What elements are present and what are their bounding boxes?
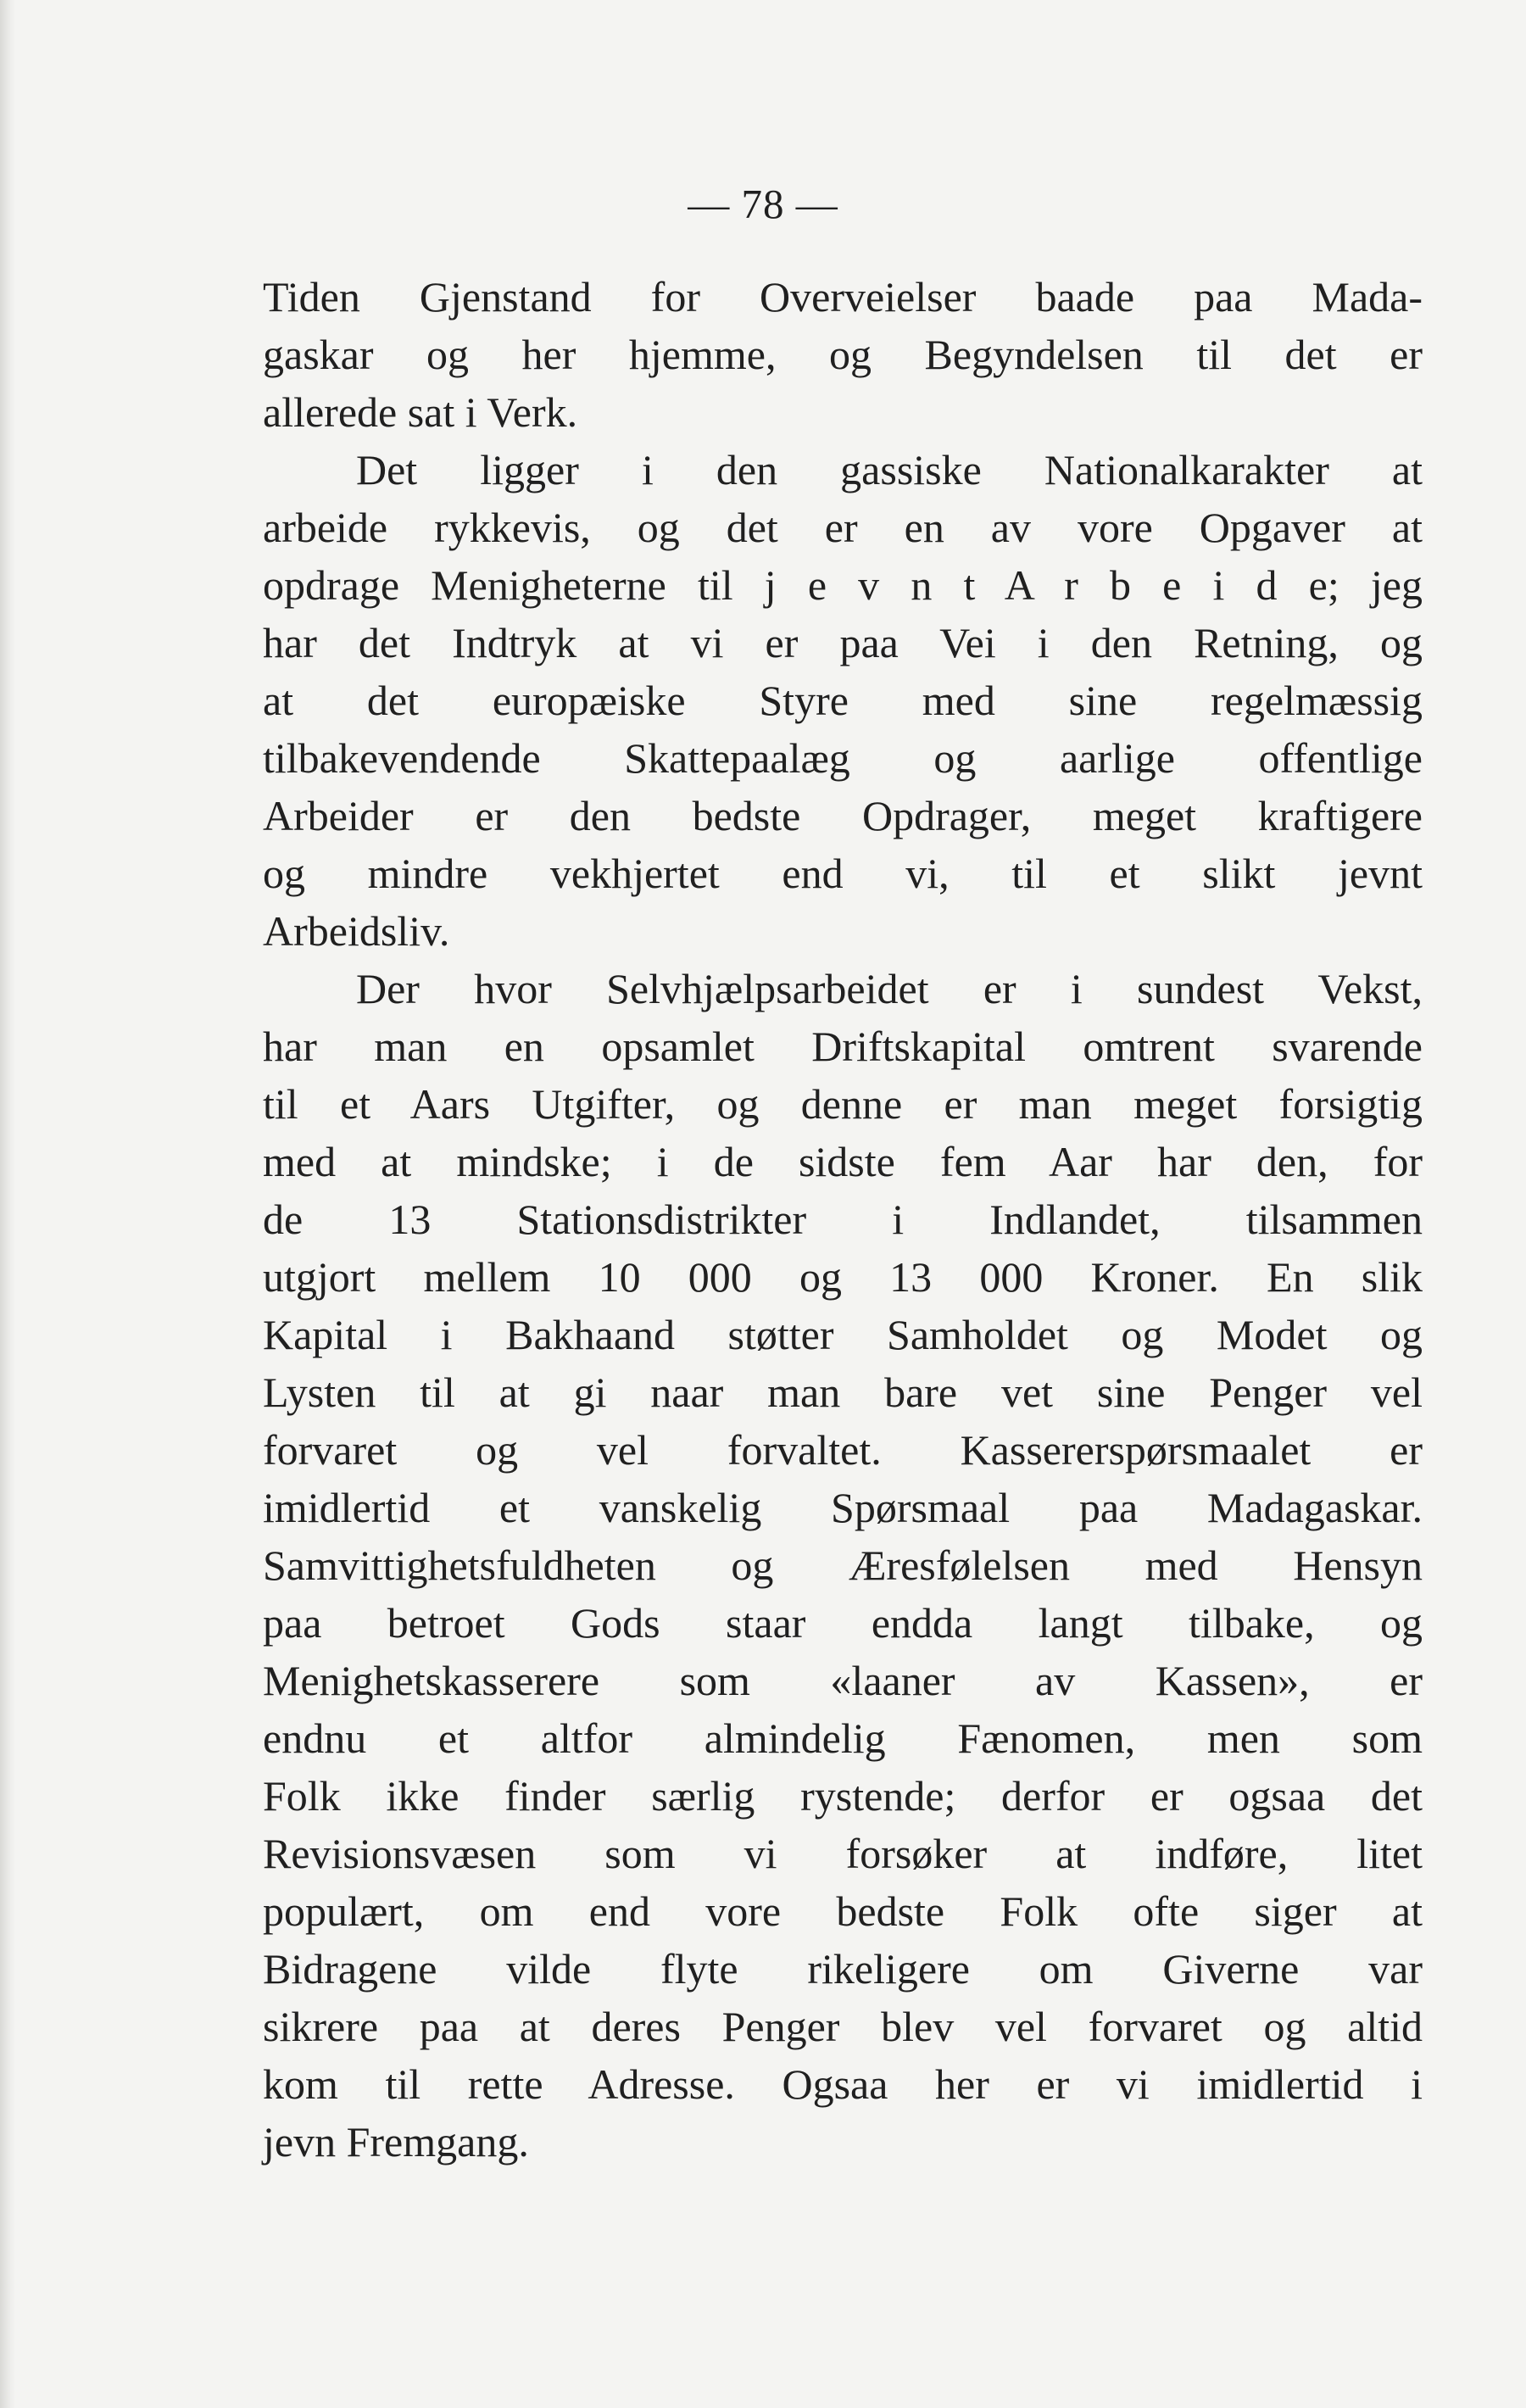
text-line: Det ligger i den gassiske Nationalkarakter at xyxy=(356,446,1423,493)
text-line: Tiden Gjenstand for Overveielser baade paa Mada- xyxy=(263,273,1423,321)
text-line: med at mindske; i de sidste fem Aar har den, for xyxy=(263,1138,1423,1185)
text-line: allerede sat i Verk. xyxy=(263,388,578,436)
text-line: populært, om end vore bedste Folk ofte siger at xyxy=(263,1887,1423,1935)
text-line: til et Aars Utgifter, og denne er man meget forsigtig xyxy=(263,1080,1423,1128)
text-line: sikrere paa at deres Penger blev vel forvaret og altid xyxy=(263,2003,1423,2050)
text-line: Bidragene vilde flyte rikeligere om Giverne var xyxy=(263,1945,1423,1993)
text-line: tilbakevendende Skattepaalæg og aarlige offentlige xyxy=(263,734,1423,782)
body-text xyxy=(263,268,1423,2171)
text-line: Arbeider er den bedste Opdrager, meget kraftigere xyxy=(263,792,1423,839)
text-line: Folk ikke finder særlig rystende; derfor er ogsaa det xyxy=(263,1772,1423,1820)
page-number: — 78 — xyxy=(688,181,838,227)
text-line: de 13 Stationsdistrikter i Indlandet, tilsammen xyxy=(263,1196,1423,1243)
text-line: jevn Fremgang. xyxy=(263,2118,529,2166)
text-line: Arbeidsliv. xyxy=(263,907,450,955)
text-line: at det europæiske Styre med sine regelmæssig xyxy=(263,677,1423,724)
text-line: Revisionsvæsen som vi forsøker at indføre, litet xyxy=(263,1830,1423,1877)
text-line: gaskar og her hjemme, og Begyndelsen til det er xyxy=(263,331,1423,378)
text-line: forvaret og vel forvaltet. Kassererspørsmaalet er xyxy=(263,1426,1423,1474)
text-line: Kapital i Bakhaand støtter Samholdet og Modet og xyxy=(263,1311,1423,1358)
text-line: Der hvor Selvhjælpsarbeidet er i sundest Vekst, xyxy=(356,965,1423,1012)
text-line: Menighetskasserere som «laaner av Kassen», er xyxy=(263,1657,1423,1704)
page-edge-shadow xyxy=(0,0,15,2408)
text-line: har det Indtryk at vi er paa Vei i den Retning, og xyxy=(263,619,1423,666)
text-line: endnu et altfor almindelig Fænomen, men som xyxy=(263,1714,1423,1762)
text-line: opdrage Menigheterne til j e v n t A r b e i d e; jeg xyxy=(263,561,1423,609)
text-line: kom til rette Adresse. Ogsaa her er vi imidlertid i xyxy=(263,2060,1423,2108)
text-line: har man en opsamlet Driftskapital omtrent svarende xyxy=(263,1023,1423,1070)
text-line: og mindre vekhjertet end vi, til et slikt jevnt xyxy=(263,850,1423,897)
text-line: Samvittighetsfuldheten og Æresfølelsen med Hensyn xyxy=(263,1541,1423,1589)
text-line: utgjort mellem 10 000 og 13 000 Kroner. En slik xyxy=(263,1253,1423,1301)
text-line: paa betroet Gods staar endda langt tilbake, og xyxy=(263,1599,1423,1647)
text-line: arbeide rykkevis, og det er en av vore Opgaver at xyxy=(263,504,1423,551)
text-line: imidlertid et vanskelig Spørsmaal paa Madagaskar. xyxy=(263,1484,1423,1531)
text-line: Lysten til at gi naar man bare vet sine Penger vel xyxy=(263,1368,1423,1416)
